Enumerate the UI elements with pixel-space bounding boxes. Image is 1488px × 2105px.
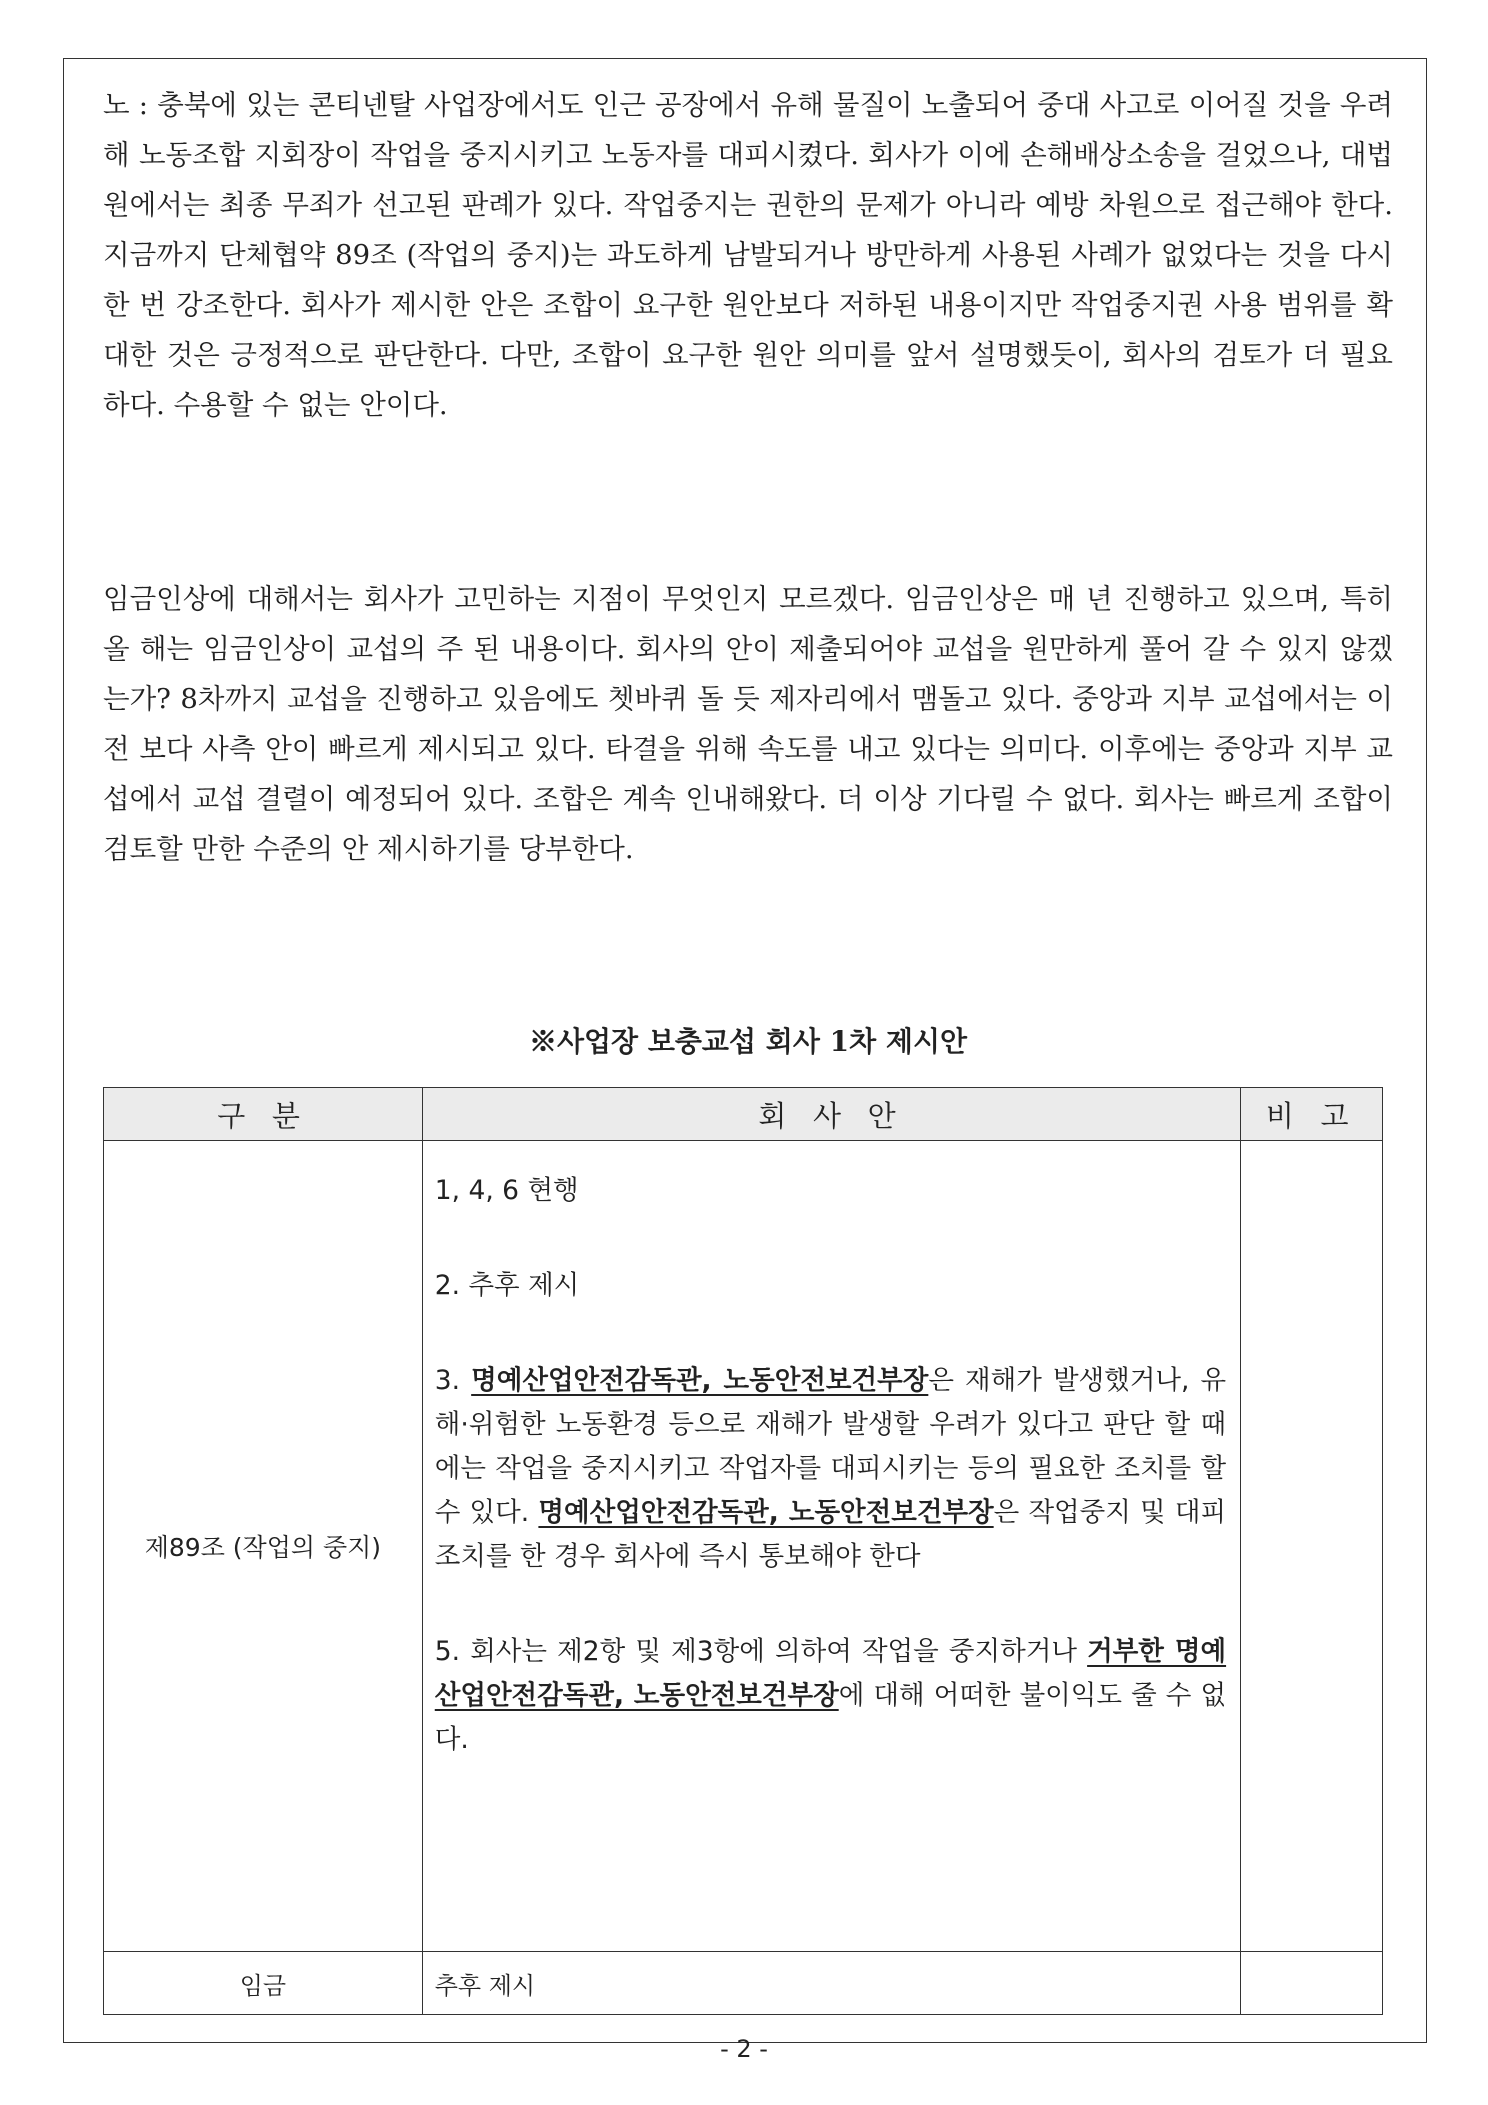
clause-5: 5. 회사는 제2항 및 제3항에 의하여 작업을 중지하거나 거부한 명예산업안전감독관, 노동안전보건부장에 대해 어떠한 불이익도 줄 수 없다. xyxy=(434,1636,1227,1755)
row-label-article89: 제89조 (작업의 중지) xyxy=(104,1141,423,1952)
clause-3: 3. 명예산업안전감독관, 노동안전보건부장은 재해가 발생했거나, 유해·위험한 노동환경 등으로 재해가 발생할 우려가 있다고 판단 할 때에는 작업을 중지시키고 작업자를 대피시키는 등의 필요한 조치를 할 수 있다. 명예산업안전감독관, 노동안전보건부장은 작업중지 및 대피 조치를 한 경우 회사에 즉시 통보해야 한다 xyxy=(434,1365,1227,1572)
table-caption: ※사업장 보충교섭 회사 1차 제시안 xyxy=(528,1025,968,1058)
emphasis-text: 거부한 명예산업안전감독관, 노동안전보건부장 xyxy=(434,1636,1227,1711)
emphasis-text: 명예산업안전감독관, 노동안전보건부장 xyxy=(538,1497,994,1528)
page-number: - 2 - xyxy=(720,2035,768,2063)
proposal-table xyxy=(103,1087,1383,2015)
row-remarks-article89 xyxy=(1241,1141,1383,1952)
header-remarks: 비 고 xyxy=(1241,1088,1383,1141)
row-content-wage: 추후 제시 xyxy=(422,1952,1240,2015)
row-label-wage: 임금 xyxy=(104,1952,423,2015)
table-row xyxy=(104,1952,1383,2015)
row-remarks-wage xyxy=(1241,1952,1383,2015)
emphasis-text: 명예산업안전감독관, 노동안전보건부장 xyxy=(471,1365,929,1396)
table-header-row xyxy=(104,1088,1383,1141)
paragraph-wage-increase: 임금인상에 대해서는 회사가 고민하는 지점이 무엇인지 모르겠다. 임금인상은 매 년 진행하고 있으며, 특히 올 해는 임금인상이 교섭의 주 된 내용이다. 회사의 안이 제출되어야 교섭을 원만하게 풀어 갈 수 있지 않겠는가? 8차까지 교섭을 진행하고 있음에도 쳇바퀴 돌 듯 제자리에서 맴돌고 있다. 중앙과 지부 교섭에서는 이전 보다 사측 안이 빠르게 제시되고 있다. 타결을 위해 속도를 내고 있다는 의미다. 이후에는 중앙과 지부 교섭에서 교섭 결렬이 예정되어 있다. 조합은 계속 인내해왔다. 더 이상 기다릴 수 없다. 회사는 빠르게 조합이 검토할 만한 수준의 안 제시하기를 당부한다. xyxy=(103,583,1393,865)
clause-2: 2. 추후 제시 xyxy=(434,1270,580,1301)
clause-1-4-6: 1, 4, 6 현행 xyxy=(434,1175,579,1206)
paragraph-union-statement: 노 : 충북에 있는 콘티넨탈 사업장에서도 인근 공장에서 유해 물질이 노출되어 중대 사고로 이어질 것을 우려해 노동조합 지회장이 작업을 중지시키고 노동자를 대피시켰다. 회사가 이에 손해배상소송을 걸었으나, 대법원에서는 최종 무죄가 선고된 판례가 있다. 작업중지는 권한의 문제가 아니라 예방 차원으로 접근해야 한다. 지금까지 단체협약 89조 (작업의 중지)는 과도하게 남발되거나 방만하게 사용된 사례가 없었다는 것을 다시 한 번 강조한다. 회사가 제시한 안은 조합이 요구한 원안보다 저하된 내용이지만 작업중지권 사용 범위를 확대한 것은 긍정적으로 판단한다. 다만, 조합이 요구한 원안 의미를 앞서 설명했듯이, 회사의 검토가 더 필요하다. 수용할 수 없는 안이다. xyxy=(103,89,1393,421)
header-category: 구 분 xyxy=(104,1088,423,1141)
table-row xyxy=(104,1141,1383,1952)
header-company-proposal: 회 사 안 xyxy=(422,1088,1240,1141)
row-content-article89 xyxy=(422,1141,1240,1952)
